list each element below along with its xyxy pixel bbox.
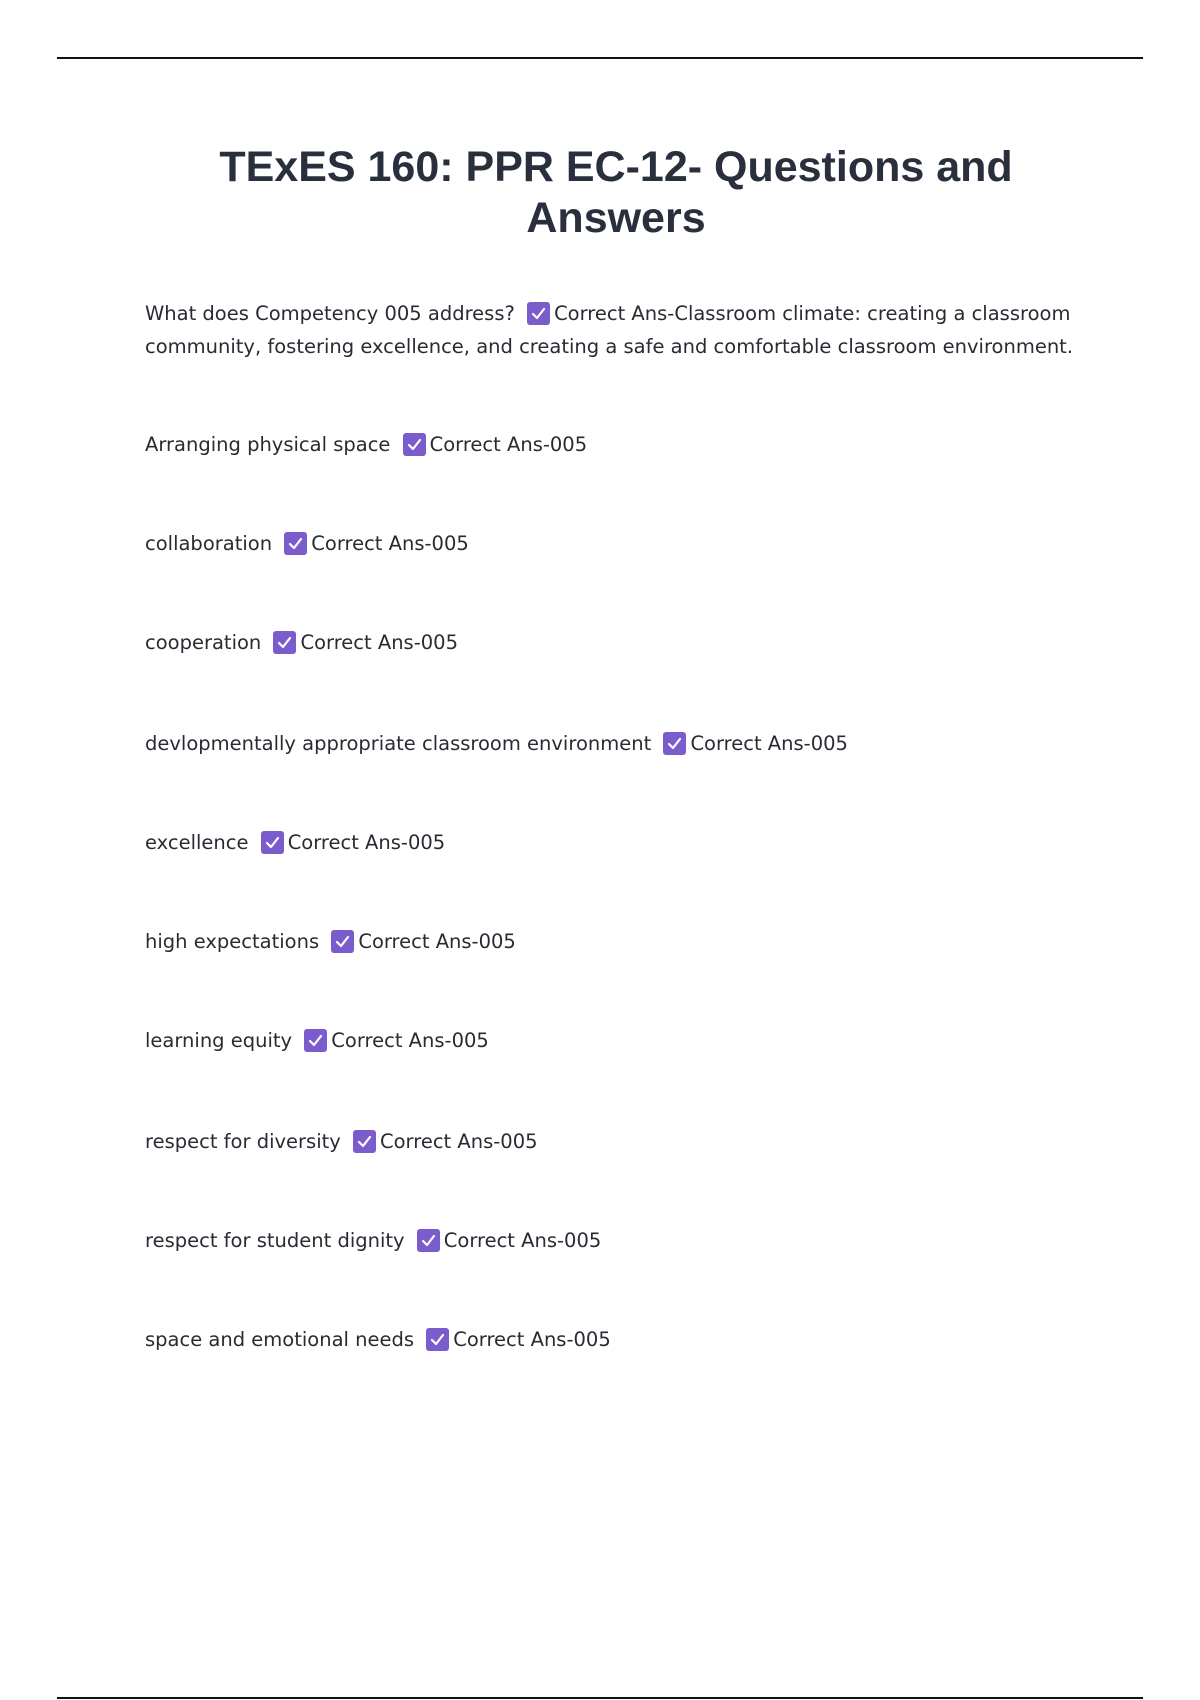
question-text: excellence [145, 831, 249, 854]
checkmark-icon [426, 1328, 449, 1351]
qa-item [145, 1224, 1095, 1257]
checkmark-icon [417, 1229, 440, 1252]
checkmark-icon [353, 1130, 376, 1153]
qa-item [145, 297, 1095, 363]
answer-text: Correct Ans-005 [358, 930, 516, 953]
question-text: high expectations [145, 930, 320, 953]
answer-text: Correct Ans-005 [311, 532, 469, 555]
qa-item [145, 428, 1095, 461]
question-text: respect for diversity [145, 1130, 341, 1153]
answer-text: Correct Ans-005 [331, 1029, 489, 1052]
answer-text: Correct Ans-005 [453, 1328, 611, 1351]
answer-text: Correct Ans-Classroom climate: creating a classroom community, fostering excellence, and creating a safe and comfortable classroom environment. [145, 302, 1074, 358]
qa-item [145, 1323, 1095, 1356]
qa-item [145, 527, 1095, 560]
checkmark-icon [403, 433, 426, 456]
qa-item [145, 1024, 1095, 1057]
checkmark-icon [663, 732, 686, 755]
checkmark-icon [273, 631, 296, 654]
qa-item [145, 727, 1095, 760]
question-text: Arranging physical space [145, 433, 391, 456]
qa-item [145, 925, 1095, 958]
question-text: respect for student dignity [145, 1229, 405, 1252]
checkmark-icon [284, 532, 307, 555]
document-title: TExES 160: PPR EC-12- Questions and Answers [219, 143, 1013, 242]
checkmark-icon [331, 930, 354, 953]
qa-item [145, 626, 1095, 659]
checkmark-icon [261, 831, 284, 854]
answer-text: Correct Ans-005 [287, 831, 446, 854]
question-text: devlopmentally appropriate classroom environment [145, 732, 652, 755]
qa-item [145, 826, 1095, 859]
answer-text: Correct Ans-005 [300, 631, 458, 654]
question-text: cooperation [145, 631, 262, 654]
answer-text: Correct Ans-005 [429, 433, 588, 456]
bottom-divider [57, 1697, 1143, 1699]
question-text: space and emotional needs [145, 1328, 415, 1351]
answer-text: Correct Ans-005 [690, 732, 848, 755]
top-divider [57, 57, 1143, 59]
qa-item [145, 1125, 1095, 1158]
checkmark-icon [304, 1029, 327, 1052]
answer-text: Correct Ans-005 [380, 1130, 538, 1153]
question-text: What does Competency 005 address? [145, 302, 515, 325]
checkmark-icon [527, 302, 550, 325]
question-text: learning equity [145, 1029, 293, 1052]
answer-text: Correct Ans-005 [443, 1229, 602, 1252]
question-text: collaboration [145, 532, 273, 555]
